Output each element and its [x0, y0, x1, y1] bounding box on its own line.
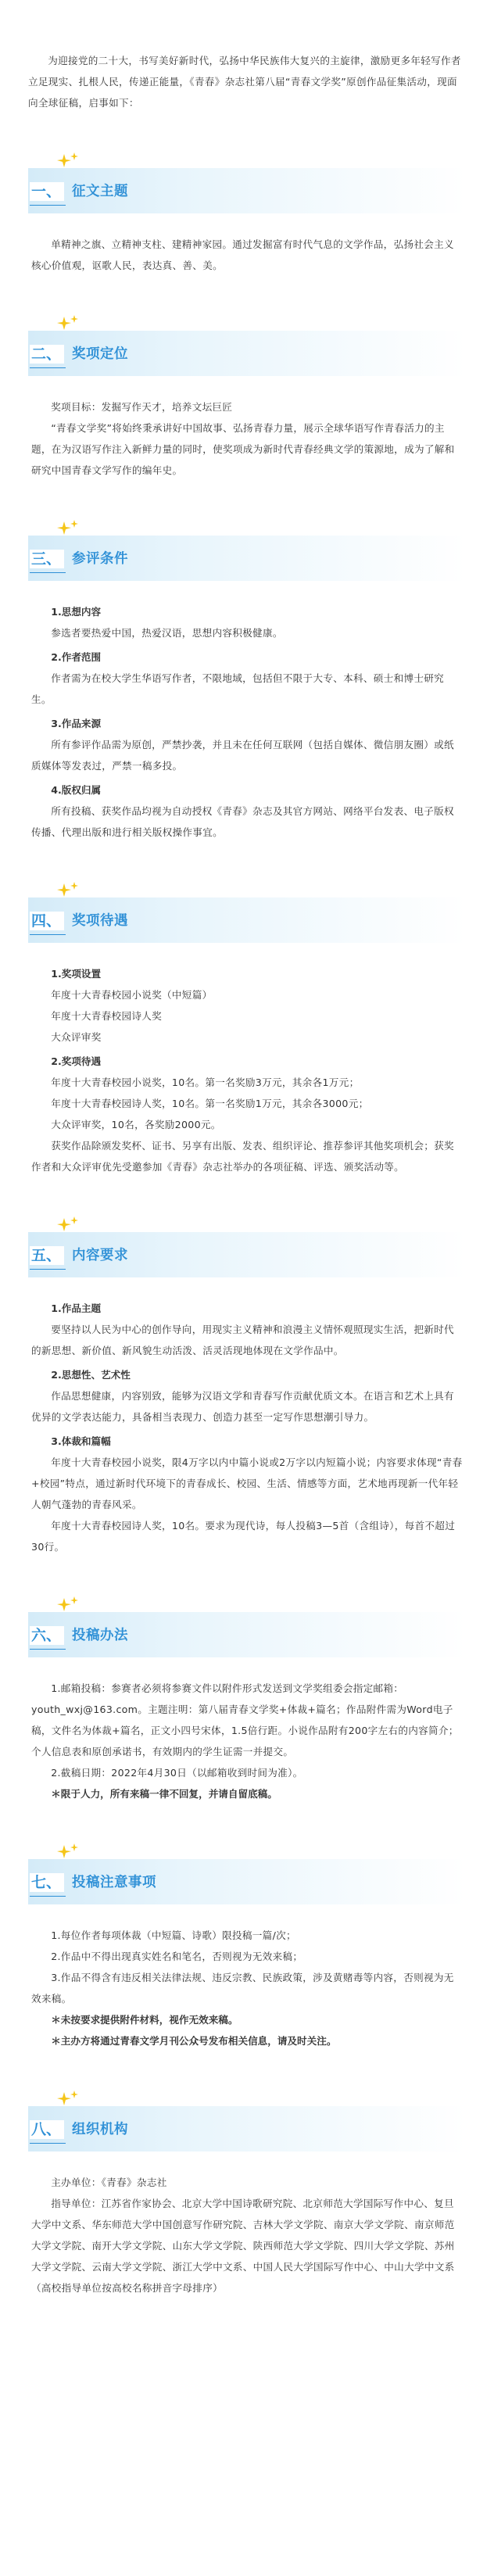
paragraph: 主办单位：《青春》杂志社 — [51, 2177, 167, 2188]
paragraph: 1.邮箱投稿：参赛者必须将参赛文件以附件形式发送到文学奖组委会指定邮箱：youth_wxj@163.com。主题注明：第八届青春文学奖+体裁+篇名；作品附件需为Word电子稿，文件名为体裁+篇名，正文小四号宋体，1.5倍行距。小说作品附有200字左右的内容简介；个人信息表和原创承诺书，有效期内的学生证需一并提交。 — [31, 1682, 459, 1757]
paragraph: 奖项目标：发掘写作天才，培养文坛巨匠 — [51, 401, 233, 413]
note: ＊主办方将通过青春文学月刊公众号发布相关信息，请及时关注。 — [51, 2035, 337, 2047]
sparkle-stars-icon — [56, 1216, 88, 1238]
paragraph: 1.每位作者每项体裁（中短篇、诗歌）限投稿一篇/次； — [51, 1929, 296, 1941]
section-header — [28, 1845, 466, 1904]
paragraph: 大众评审奖，10名，各奖励2000元。 — [51, 1119, 221, 1130]
section-number: 五、 — [30, 1246, 64, 1265]
intro-paragraph: 为迎接党的二十大，书写美好新时代，弘扬中华民族伟大复兴的主旋律，激励更多年轻写作者立足现实、扎根人民，传递正能量，《青春》杂志社第八届“青春文学奖”原创作品征集活动，现面向全球征稿，启事如下： — [28, 55, 461, 109]
paragraph: 年度十大青春校园小说奖（中短篇） — [51, 989, 213, 1001]
section-3 — [28, 521, 466, 843]
sparkle-stars-icon — [56, 882, 88, 904]
paragraph: 参选者要热爱中国，热爱汉语，思想内容积极健康。 — [51, 627, 283, 639]
section-title: 组织机构 — [72, 2122, 128, 2137]
subheading: 4.版权归属 — [51, 784, 102, 796]
section-title: 征文主题 — [72, 184, 128, 199]
section-header — [28, 1598, 466, 1657]
section-title: 内容要求 — [72, 1248, 128, 1263]
paragraph: 年度十大青春校园诗人奖，10名。第一名奖励1万元，其余各3000元； — [51, 1098, 369, 1109]
section-title: 投稿办法 — [72, 1628, 128, 1643]
paragraph: 所有投稿、获奖作品均视为自动授权《青春》杂志及其官方网站、网络平台发表、电子版权传播、代理出版和进行相关版权操作事宜。 — [31, 805, 454, 838]
section-body — [28, 1678, 466, 1804]
section-body — [28, 396, 466, 481]
section-number: 七、 — [30, 1873, 64, 1892]
sparkle-stars-icon — [56, 152, 88, 174]
paragraph: 2.作品中不得出现真实姓名和笔名，否则视为无效来稿； — [51, 1951, 303, 1962]
paragraph: 年度十大青春校园小说奖，限4万字以内中篇小说或2万字以内短篇小说；内容要求体现“青春+校园”特点，通过新时代环境下的青春成长、校园、生活、情感等方面，艺术地再现新一代年轻人朝气蓬勃的青春风采。 — [31, 1456, 463, 1510]
section-header — [28, 154, 466, 213]
section-title: 参评条件 — [72, 551, 128, 567]
section-header — [28, 883, 466, 943]
subheading: 2.思想性、艺术性 — [51, 1369, 131, 1381]
section-1 — [28, 154, 466, 276]
sparkle-stars-icon — [56, 1843, 88, 1865]
paragraph: 要坚持以人民为中心的创作导向，用现实主义精神和浪漫主义情怀观照现实生活，把新时代的新思想、新价值、新风貌生动活泼、活灵活现地体现在文学作品中。 — [31, 1324, 454, 1356]
paragraph: “青春文学奖”将始终秉承讲好中国故事、弘扬青春力量，展示全球华语写作青春活力的主题，在为汉语写作注入新鲜力量的同时，使奖项成为新时代青春经典文学的策源地，成为了解和研究中国青春文学写作的编年史。 — [31, 422, 455, 476]
sparkle-stars-icon — [56, 2091, 88, 2112]
section-body — [28, 1925, 466, 2051]
subheading: 2.作者范围 — [51, 651, 102, 663]
paragraph: 单精神之旗、立精神支柱、建精神家园。通过发掘富有时代气息的文学作品，弘扬社会主义核心价值观，讴歌人民，表达真、善、美。 — [31, 238, 454, 271]
paragraph: 3.作品不得含有违反相关法律法规、违反宗教、民族政策，涉及黄赌毒等内容，否则视为无效来稿。 — [31, 1972, 454, 2005]
paragraph: 大众评审奖 — [51, 1031, 102, 1043]
section-header — [28, 317, 466, 376]
intro — [28, 50, 466, 113]
subheading: 1.作品主题 — [51, 1302, 102, 1314]
section-2 — [28, 317, 466, 481]
section-body — [28, 234, 466, 276]
section-number: 三、 — [30, 550, 64, 568]
section-body — [28, 601, 466, 843]
sections-container — [28, 154, 466, 2298]
paragraph: 作者需为在校大学生华语写作者，不限地域，包括但不限于大专、本科、硕士和博士研究生。 — [31, 672, 445, 705]
paragraph: 作品思想健康，内容别致，能够为汉语文学和青春写作贡献优质文本。在语言和艺术上具有优异的文学表达能力，具备相当表现力、创造力甚至一定写作思想潮引导力。 — [31, 1390, 454, 1423]
sparkle-stars-icon — [56, 1596, 88, 1618]
section-header — [28, 521, 466, 581]
paragraph: 年度十大青春校园小说奖，10名。第一名奖励3万元，其余各1万元； — [51, 1077, 360, 1088]
sparkle-stars-icon — [56, 520, 88, 542]
section-8 — [28, 2092, 466, 2298]
note: ＊未按要求提供附件材料，视作无效来稿。 — [51, 2014, 238, 2026]
subheading: 2.奖项待遇 — [51, 1055, 102, 1067]
paragraph: 年度十大青春校园诗人奖，10名。要求为现代诗，每人投稿3—5首（含组诗），每首不超过30行。 — [31, 1520, 456, 1553]
section-title: 奖项待遇 — [72, 913, 128, 929]
section-4 — [28, 883, 466, 1177]
subheading: 1.奖项设置 — [51, 968, 102, 980]
paragraph: 2.截稿日期：2022年4月30日（以邮箱收到时间为准）。 — [51, 1767, 303, 1779]
note: ＊限于人力，所有来稿一律不回复，并请自留底稿。 — [51, 1788, 277, 1800]
section-title: 投稿注意事项 — [72, 1875, 156, 1890]
section-5 — [28, 1218, 466, 1557]
section-6 — [28, 1598, 466, 1804]
paragraph: 年度十大青春校园诗人奖 — [51, 1010, 163, 1022]
paragraph: 指导单位：江苏省作家协会、北京大学中国诗歌研究院、北京师范大学国际写作中心、复旦大学中文系、华东师范大学中国创意写作研究院、吉林大学文学院、南京大学文学院、南京师范大学文学院、南开大学文学院、山东大学文学院、陕西师范大学文学院、四川大学文学院、苏州大学文学院、云南大学文学院、浙江大学中文系、中国人民大学国际写作中心、中山大学中文系（高校指导单位按高校名称拼音字母排序） — [31, 2198, 455, 2294]
subheading: 1.思想内容 — [51, 606, 102, 618]
section-number: 四、 — [30, 912, 64, 930]
paragraph: 所有参评作品需为原创，严禁抄袭，并且未在任何互联网（包括自媒体、微信朋友圈）或纸质媒体等发表过，严禁一稿多投。 — [31, 739, 454, 772]
section-body — [28, 2172, 466, 2298]
section-body — [28, 1298, 466, 1557]
section-title: 奖项定位 — [72, 346, 128, 362]
section-number: 一、 — [30, 182, 64, 201]
section-number: 六、 — [30, 1626, 64, 1645]
section-number: 八、 — [30, 2120, 64, 2139]
subheading: 3.体裁和篇幅 — [51, 1435, 111, 1447]
sparkle-stars-icon — [56, 315, 88, 337]
paragraph: 获奖作品除颁发奖杯、证书、另享有出版、发表、组织评论、推荐参评其他奖项机会；获奖作者和大众评审优先受邀参加《青春》杂志社举办的各项征稿、评选、颁奖活动等。 — [31, 1140, 454, 1173]
subheading: 3.作品来源 — [51, 718, 102, 729]
section-7 — [28, 1845, 466, 2051]
section-body — [28, 963, 466, 1177]
section-header — [28, 2092, 466, 2151]
section-header — [28, 1218, 466, 1277]
section-number: 二、 — [30, 345, 64, 364]
